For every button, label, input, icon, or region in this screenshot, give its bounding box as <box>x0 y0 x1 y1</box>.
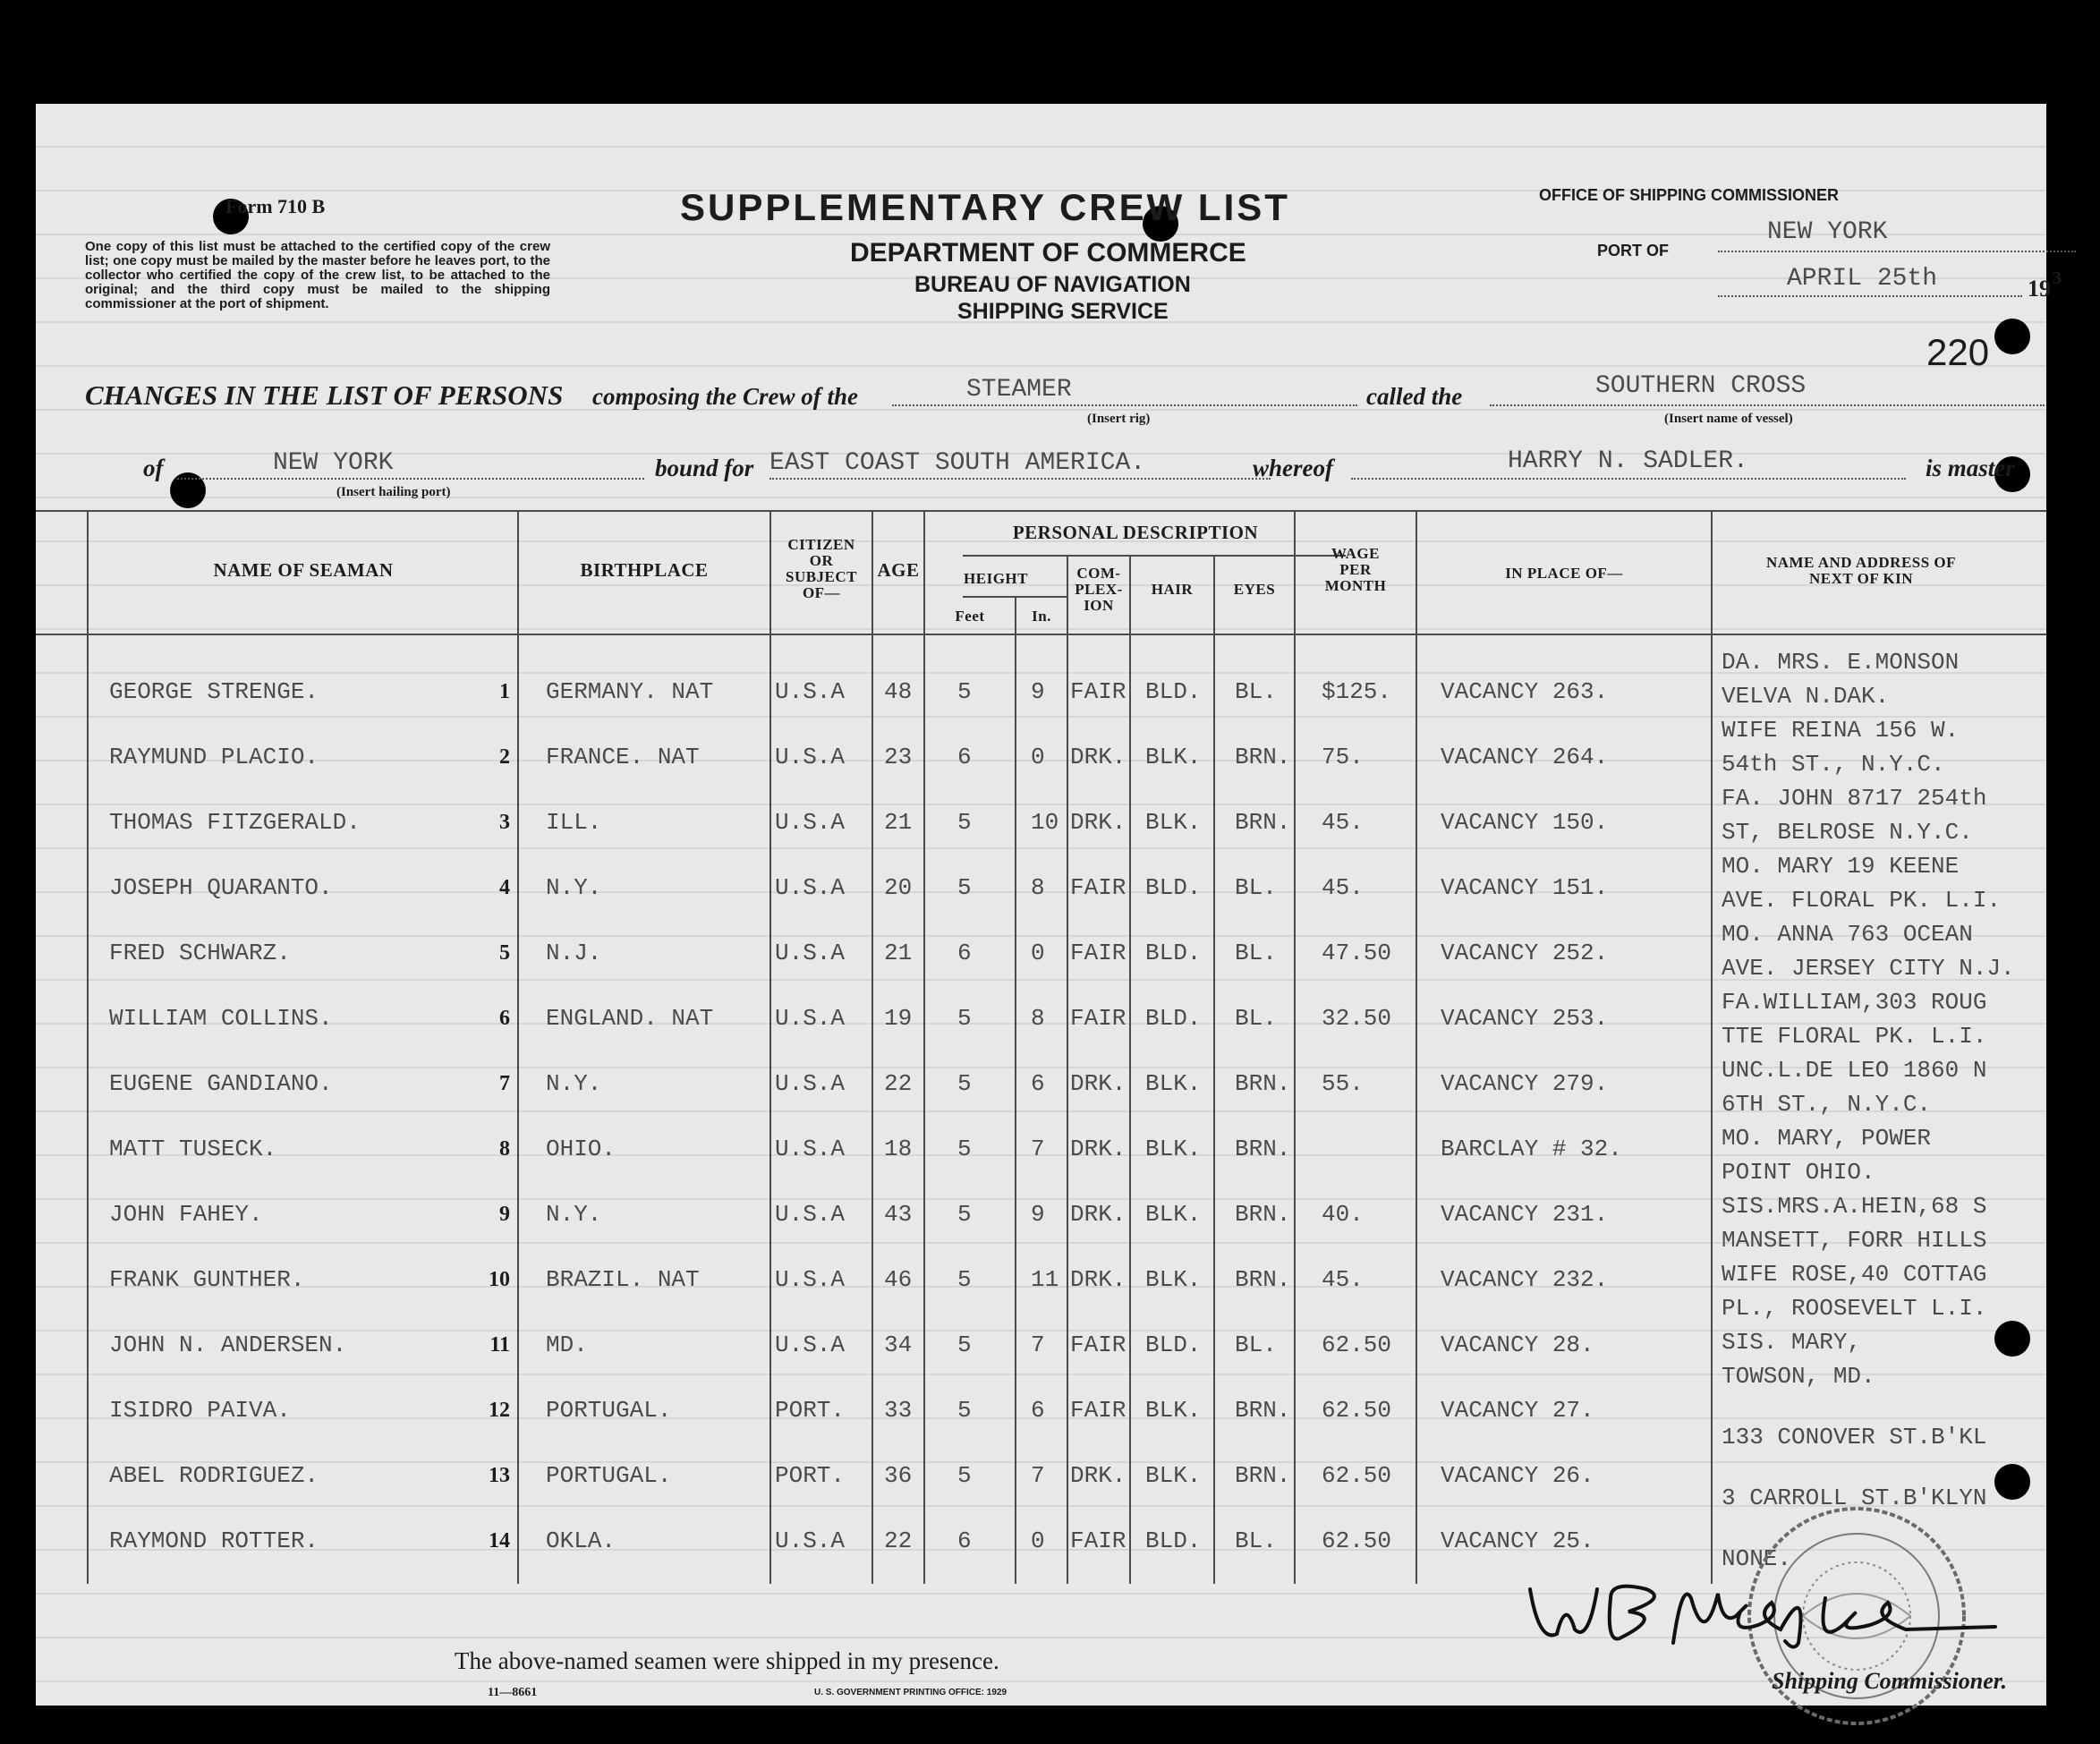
service-heading: SHIPPING SERVICE <box>957 299 1169 324</box>
hair-color: BLK. <box>1145 744 1202 770</box>
hair-color: BLK. <box>1145 1136 1202 1162</box>
height-feet: 5 <box>957 1462 972 1489</box>
citizenship: U.S.A <box>775 1527 846 1554</box>
monthly-wage: 62.50 <box>1322 1331 1392 1358</box>
commissioner-label: Shipping Commissioner. <box>1772 1668 2007 1694</box>
citizenship: U.S.A <box>775 874 846 901</box>
eye-color: BL. <box>1235 1331 1277 1358</box>
in-place-of: VACANCY 150. <box>1441 809 1609 836</box>
of-label: of <box>143 455 164 481</box>
height-inches: 7 <box>1031 1136 1045 1162</box>
age: 19 <box>884 1005 913 1032</box>
in-place-of: VACANCY 263. <box>1441 678 1609 705</box>
kin-line: 54th ST., N.Y.C. <box>1722 751 1945 778</box>
height-inches: 9 <box>1031 678 1045 705</box>
complexion: DRK. <box>1070 1070 1127 1097</box>
monthly-wage: 62.50 <box>1322 1462 1392 1489</box>
changes-label: CHANGES IN THE LIST OF PERSONS <box>85 379 564 411</box>
age: 36 <box>884 1462 913 1489</box>
in-place-of: VACANCY 27. <box>1441 1397 1594 1424</box>
height-inches: 7 <box>1031 1331 1045 1358</box>
monthly-wage: 62.50 <box>1322 1397 1392 1424</box>
birthplace: BRAZIL. NAT <box>546 1266 700 1293</box>
citizenship: U.S.A <box>775 678 846 705</box>
birthplace: ENGLAND. NAT <box>546 1005 714 1032</box>
height-feet: 5 <box>957 1070 972 1097</box>
rig-line <box>892 404 1357 406</box>
header-age: AGE <box>877 559 920 581</box>
master-line <box>1351 478 1906 480</box>
in-place-of: VACANCY 279. <box>1441 1070 1609 1097</box>
age: 33 <box>884 1397 913 1424</box>
birthplace: OKLA. <box>546 1527 616 1554</box>
age: 43 <box>884 1201 913 1228</box>
seaman-name: RAYMOND ROTTER. <box>109 1527 319 1554</box>
port-of-value: NEW YORK <box>1767 218 1888 246</box>
header-kin: NAME AND ADDRESS OF NEXT OF KIN <box>1765 554 1957 587</box>
height-feet: 5 <box>957 874 972 901</box>
age: 18 <box>884 1136 913 1162</box>
birthplace: OHIO. <box>546 1136 616 1162</box>
eye-color: BRN. <box>1235 744 1291 770</box>
row-number: 2 <box>499 745 510 769</box>
year-suffix: 3 <box>2053 268 2062 288</box>
eye-color: BL. <box>1235 940 1277 966</box>
header-in-place: IN PLACE OF— <box>1505 565 1623 582</box>
hair-color: BLK. <box>1145 1266 1202 1293</box>
seaman-name: EUGENE GANDIANO. <box>109 1070 333 1097</box>
header-eyes: EYES <box>1233 581 1276 598</box>
kin-line: 133 CONOVER ST.B'KL <box>1722 1424 1987 1450</box>
kin-line: NONE. <box>1722 1545 1792 1572</box>
complexion: FAIR <box>1070 874 1127 901</box>
complexion: FAIR <box>1070 1005 1127 1032</box>
list-number: 220 <box>1926 331 1990 373</box>
kin-line: UNC.L.DE LEO 1860 N <box>1722 1057 1987 1084</box>
birthplace: MD. <box>546 1331 588 1358</box>
monthly-wage: $125. <box>1322 678 1392 705</box>
vessel-name: SOUTHERN CROSS <box>1595 372 1807 400</box>
in-place-of: VACANCY 26. <box>1441 1462 1594 1489</box>
crew-table <box>36 510 2046 1584</box>
kin-line: FA.WILLIAM,303 ROUG <box>1722 989 1987 1016</box>
header-wage: WAGE PER MONTH <box>1324 545 1387 594</box>
seaman-name: GEORGE STRENGE. <box>109 678 319 705</box>
bound-label: bound for <box>655 455 754 481</box>
date-line <box>1718 295 2022 297</box>
birthplace: N.Y. <box>546 1201 602 1228</box>
monthly-wage: 45. <box>1322 874 1364 901</box>
instructions-text: One copy of this list must be attached to the certified copy of the crew list; one copy must be mailed by the master before he leaves port, to the collector who certified the copy of the crew list, to be attached to the original; and the third copy must be mailed to the shipping commissioner at the port of shipment. <box>85 239 550 311</box>
form-number: 11—8661 <box>488 1686 538 1699</box>
kin-line: TTE FLORAL PK. L.I. <box>1722 1023 1987 1050</box>
seaman-name: JOHN FAHEY. <box>109 1201 263 1228</box>
height-feet: 6 <box>957 1527 972 1554</box>
citizenship: U.S.A <box>775 1070 846 1097</box>
seaman-name: JOHN N. ANDERSEN. <box>109 1331 347 1358</box>
row-number: 8 <box>499 1137 510 1161</box>
height-feet: 5 <box>957 1266 972 1293</box>
citizenship: U.S.A <box>775 1136 846 1162</box>
page-title: SUPPLEMENTARY CREW LIST <box>680 186 1290 228</box>
hair-color: BLD. <box>1145 1005 1202 1032</box>
row-number: 7 <box>499 1072 510 1095</box>
eye-color: BL. <box>1235 1527 1277 1554</box>
header-personal: PERSONAL DESCRIPTION <box>1012 522 1259 543</box>
row-number: 3 <box>499 811 510 834</box>
complexion: DRK. <box>1070 744 1127 770</box>
home-port-hint: (Insert hailing port) <box>336 485 451 499</box>
called-label: called the <box>1366 383 1463 410</box>
height-feet: 5 <box>957 1136 972 1162</box>
row-number: 13 <box>489 1464 510 1487</box>
age: 48 <box>884 678 913 705</box>
rig-value: STEAMER <box>966 376 1072 404</box>
birthplace: FRANCE. NAT <box>546 744 700 770</box>
height-feet: 6 <box>957 940 972 966</box>
monthly-wage: 75. <box>1322 744 1364 770</box>
table-top-border <box>36 510 2046 512</box>
header-inches: In. <box>1032 608 1051 625</box>
eye-color: BRN. <box>1235 1070 1291 1097</box>
eye-color: BL. <box>1235 1005 1277 1032</box>
complexion: FAIR <box>1070 1397 1127 1424</box>
citizenship: U.S.A <box>775 1331 846 1358</box>
monthly-wage: 45. <box>1322 809 1364 836</box>
citizenship: U.S.A <box>775 1266 846 1293</box>
kin-line: SIS.MRS.A.HEIN,68 S <box>1722 1193 1987 1220</box>
home-port-line <box>177 478 644 480</box>
row-number: 5 <box>499 941 510 965</box>
row-number: 11 <box>489 1333 510 1357</box>
monthly-wage: 32.50 <box>1322 1005 1392 1032</box>
department-heading: DEPARTMENT OF COMMERCE <box>850 238 1246 268</box>
kin-line: MO. ANNA 763 OCEAN <box>1722 921 1973 948</box>
hair-color: BLK. <box>1145 1070 1202 1097</box>
birthplace: PORTUGAL. <box>546 1462 672 1489</box>
header-complexion: COM- PLEX- ION <box>1075 565 1123 614</box>
age: 22 <box>884 1527 913 1554</box>
height-inches: 8 <box>1031 1005 1045 1032</box>
rig-hint: (Insert rig) <box>1087 412 1151 426</box>
row-number: 10 <box>489 1268 510 1291</box>
in-place-of: VACANCY 253. <box>1441 1005 1609 1032</box>
header-feet: Feet <box>955 608 985 625</box>
height-inches: 10 <box>1031 809 1059 836</box>
header-birthplace: BIRTHPLACE <box>580 559 709 581</box>
height-feet: 5 <box>957 1331 972 1358</box>
age: 21 <box>884 940 913 966</box>
crew-label: composing the Crew of the <box>592 383 859 410</box>
seaman-name: FRED SCHWARZ. <box>109 940 291 966</box>
complexion: FAIR <box>1070 940 1127 966</box>
complexion: DRK. <box>1070 809 1127 836</box>
kin-line: 6TH ST., N.Y.C. <box>1722 1091 1932 1118</box>
form-id: Form 710 B <box>225 195 326 217</box>
row-number: 14 <box>489 1529 510 1553</box>
header-citizen: CITIZEN OR SUBJECT OF— <box>785 536 858 601</box>
kin-line: MO. MARY 19 KEENE <box>1722 853 1960 880</box>
seaman-name: WILLIAM COLLINS. <box>109 1005 333 1032</box>
eye-color: BRN. <box>1235 1266 1291 1293</box>
seaman-name: ISIDRO PAIVA. <box>109 1397 291 1424</box>
seaman-name: RAYMUND PLACIO. <box>109 744 319 770</box>
in-place-of: VACANCY 252. <box>1441 940 1609 966</box>
height-inches: 0 <box>1031 940 1045 966</box>
age: 34 <box>884 1331 913 1358</box>
seaman-name: FRANK GUNTHER. <box>109 1266 305 1293</box>
in-place-of: VACANCY 231. <box>1441 1201 1609 1228</box>
height-feet: 6 <box>957 744 972 770</box>
kin-line: 3 CARROLL ST.B'KLYN <box>1722 1485 1987 1511</box>
eye-color: BL. <box>1235 678 1277 705</box>
kin-line: AVE. JERSEY CITY N.J. <box>1722 955 2015 982</box>
monthly-wage: 55. <box>1322 1070 1364 1097</box>
eye-color: BRN. <box>1235 1136 1291 1162</box>
kin-line: ST, BELROSE N.Y.C. <box>1722 819 1973 846</box>
kin-line: WIFE REINA 156 W. <box>1722 717 1960 744</box>
printing-office-note: U. S. GOVERNMENT PRINTING OFFICE: 1929 <box>814 1688 1007 1697</box>
eye-color: BRN. <box>1235 1397 1291 1424</box>
header-hair: HAIR <box>1151 581 1194 598</box>
vessel-hint: (Insert name of vessel) <box>1664 412 1793 426</box>
hair-color: BLK. <box>1145 809 1202 836</box>
complexion: DRK. <box>1070 1136 1127 1162</box>
kin-line: VELVA N.DAK. <box>1722 683 1890 710</box>
date-value: APRIL 25th <box>1787 265 1938 293</box>
shipped-statement: The above-named seamen were shipped in my presence. <box>455 1647 999 1674</box>
bound-value: EAST COAST SOUTH AMERICA. <box>769 449 1146 477</box>
personal-divider <box>963 555 1346 557</box>
row-number: 1 <box>499 680 510 703</box>
row-number: 4 <box>499 876 510 899</box>
in-place-of: VACANCY 28. <box>1441 1331 1594 1358</box>
hair-color: BLK. <box>1145 1201 1202 1228</box>
in-place-of: BARCLAY # 32. <box>1441 1136 1622 1162</box>
home-port-value: NEW YORK <box>273 449 394 477</box>
birthplace: N.J. <box>546 940 602 966</box>
age: 23 <box>884 744 913 770</box>
height-inches: 8 <box>1031 874 1045 901</box>
birthplace: GERMANY. NAT <box>546 678 714 705</box>
complexion: FAIR <box>1070 1527 1127 1554</box>
kin-line: TOWSON, MD. <box>1722 1363 1875 1390</box>
kin-line: MANSETT, FORR HILLS <box>1722 1227 1987 1254</box>
height-inches: 6 <box>1031 1070 1045 1097</box>
birthplace: N.Y. <box>546 1070 602 1097</box>
is-master-label: is master <box>1926 455 2015 481</box>
master-name: HARRY N. SADLER. <box>1508 447 1748 475</box>
height-feet: 5 <box>957 1201 972 1228</box>
whereof-label: whereof <box>1253 455 1333 481</box>
seaman-name: MATT TUSECK. <box>109 1136 277 1162</box>
monthly-wage: 45. <box>1322 1266 1364 1293</box>
year-prefix: 19 <box>2028 276 2051 302</box>
height-inches: 7 <box>1031 1462 1045 1489</box>
crew-list-form <box>36 104 2062 1706</box>
age: 20 <box>884 874 913 901</box>
kin-line: DA. MRS. E.MONSON <box>1722 649 1960 676</box>
in-place-of: VACANCY 232. <box>1441 1266 1609 1293</box>
monthly-wage: 40. <box>1322 1201 1364 1228</box>
vessel-line <box>1490 404 2045 406</box>
monthly-wage: 47.50 <box>1322 940 1392 966</box>
kin-line: SIS. MARY, <box>1722 1329 1862 1356</box>
hair-color: BLD. <box>1145 874 1202 901</box>
height-feet: 5 <box>957 678 972 705</box>
height-feet: 5 <box>957 1397 972 1424</box>
port-of-line <box>1718 251 2076 252</box>
complexion: DRK. <box>1070 1462 1127 1489</box>
complexion: DRK. <box>1070 1266 1127 1293</box>
eye-color: BRN. <box>1235 1462 1291 1489</box>
seaman-name: JOSEPH QUARANTO. <box>109 874 333 901</box>
height-inches: 9 <box>1031 1201 1045 1228</box>
kin-line: MO. MARY, POWER <box>1722 1125 1932 1152</box>
in-place-of: VACANCY 25. <box>1441 1527 1594 1554</box>
citizenship: U.S.A <box>775 809 846 836</box>
citizenship: U.S.A <box>775 744 846 770</box>
header-name: NAME OF SEAMAN <box>213 559 394 581</box>
citizenship: U.S.A <box>775 1201 846 1228</box>
height-feet: 5 <box>957 809 972 836</box>
hair-color: BLD. <box>1145 678 1202 705</box>
kin-line: PL., ROOSEVELT L.I. <box>1722 1295 1987 1322</box>
hair-color: BLK. <box>1145 1462 1202 1489</box>
birthplace: ILL. <box>546 809 602 836</box>
complexion: FAIR <box>1070 678 1127 705</box>
height-inches: 0 <box>1031 744 1045 770</box>
hair-color: BLD. <box>1145 1527 1202 1554</box>
height-inches: 0 <box>1031 1527 1045 1554</box>
height-inches: 11 <box>1031 1266 1059 1293</box>
seaman-name: ABEL RODRIGUEZ. <box>109 1462 319 1489</box>
header-height: HEIGHT <box>964 570 1028 587</box>
hair-color: BLD. <box>1145 1331 1202 1358</box>
eye-color: BL. <box>1235 874 1277 901</box>
monthly-wage: 62.50 <box>1322 1527 1392 1554</box>
kin-line: AVE. FLORAL PK. L.I. <box>1722 887 2002 914</box>
complexion: DRK. <box>1070 1201 1127 1228</box>
eye-color: BRN. <box>1235 1201 1291 1228</box>
bureau-heading: BUREAU OF NAVIGATION <box>914 272 1191 297</box>
age: 22 <box>884 1070 913 1097</box>
hair-color: BLK. <box>1145 1397 1202 1424</box>
port-of-label: PORT OF <box>1597 242 1669 259</box>
citizenship: U.S.A <box>775 940 846 966</box>
birthplace: N.Y. <box>546 874 602 901</box>
in-place-of: VACANCY 264. <box>1441 744 1609 770</box>
row-number: 6 <box>499 1007 510 1030</box>
age: 21 <box>884 809 913 836</box>
kin-line: POINT OHIO. <box>1722 1159 1875 1186</box>
kin-line: FA. JOHN 8717 254th <box>1722 785 1987 812</box>
seaman-name: THOMAS FITZGERALD. <box>109 809 361 836</box>
birthplace: PORTUGAL. <box>546 1397 672 1424</box>
citizenship: U.S.A <box>775 1005 846 1032</box>
height-feet: 5 <box>957 1005 972 1032</box>
age: 46 <box>884 1266 913 1293</box>
complexion: FAIR <box>1070 1331 1127 1358</box>
office-heading: OFFICE OF SHIPPING COMMISSIONER <box>1539 186 1840 204</box>
kin-line: WIFE ROSE,40 COTTAG <box>1722 1261 1987 1288</box>
citizenship: PORT. <box>775 1397 846 1424</box>
bound-line <box>769 478 1271 480</box>
height-inches: 6 <box>1031 1397 1045 1424</box>
punch-hole <box>1994 319 2030 354</box>
header-bottom-border <box>36 634 2046 635</box>
hair-color: BLD. <box>1145 940 1202 966</box>
commissioner-signature <box>1512 1562 2013 1661</box>
row-number: 9 <box>499 1203 510 1226</box>
row-number: 12 <box>489 1399 510 1422</box>
eye-color: BRN. <box>1235 809 1291 836</box>
in-place-of: VACANCY 151. <box>1441 874 1609 901</box>
citizenship: PORT. <box>775 1462 846 1489</box>
